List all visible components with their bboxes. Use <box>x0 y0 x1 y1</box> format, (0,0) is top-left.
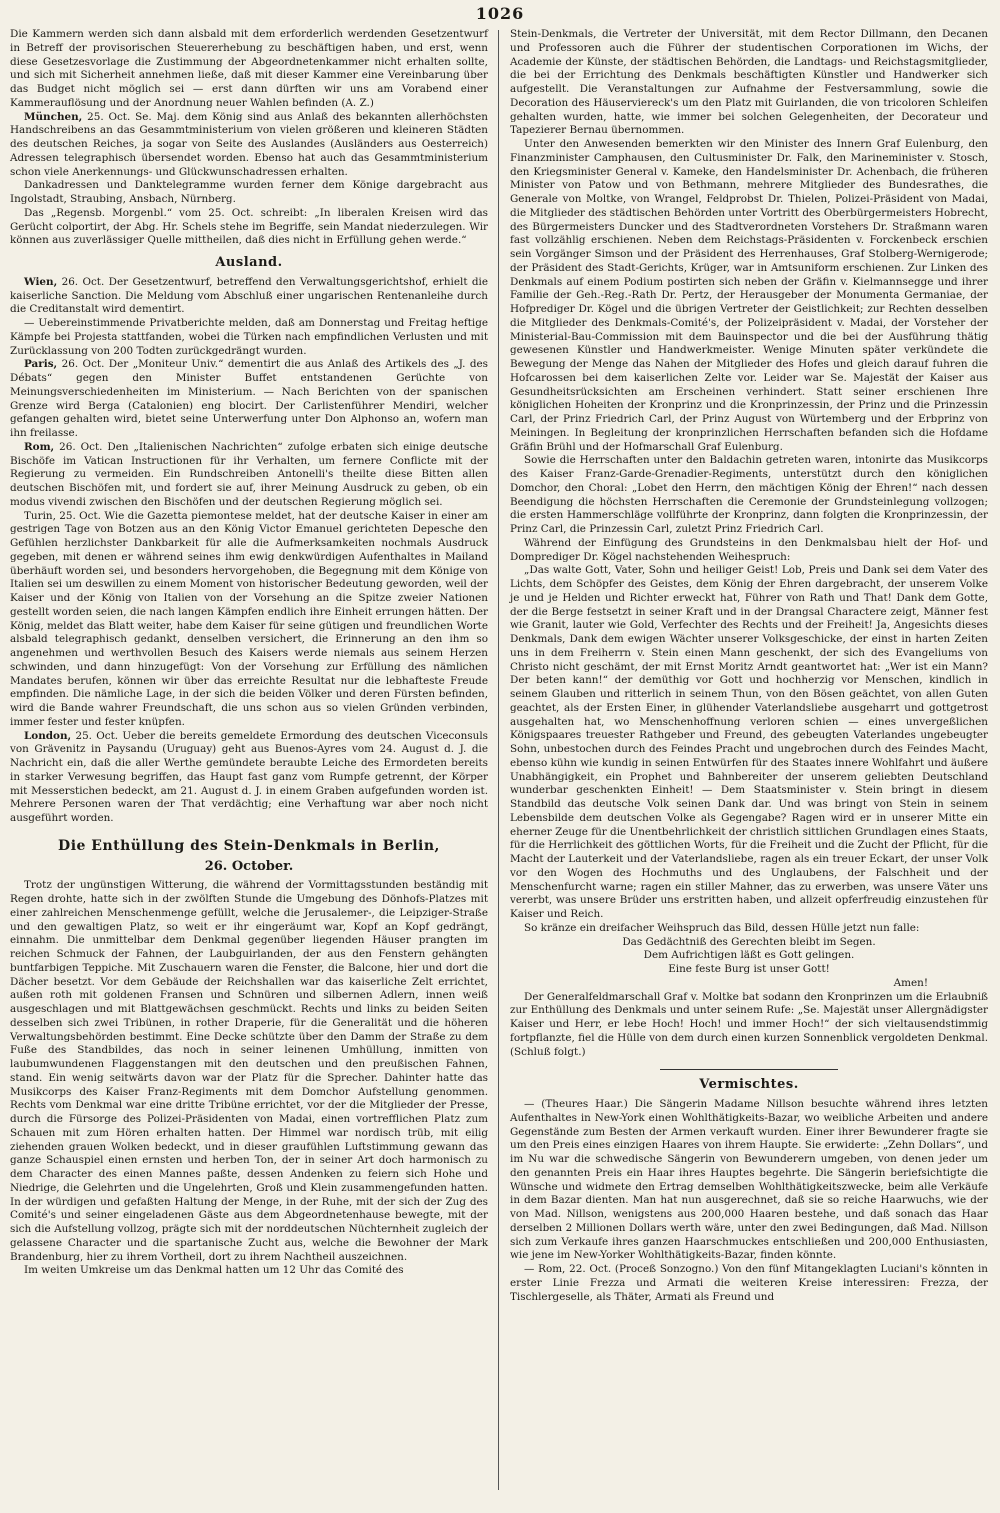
news-item-london <box>10 730 488 826</box>
section-divider <box>660 1069 838 1070</box>
verse-line: Dem Aufrichtigen läßt es Gott gelingen. <box>643 949 855 962</box>
article-paragraph: Dankadressen und Danktelegramme wurden ferner dem Könige dargebracht aus Ingolstadt, Straubing, Ansbach, Nürnberg. <box>10 179 488 205</box>
article-paragraph: Stein-Denkmals, die Vertreter der Universität, mit dem Rector Dillmann, den Decanen und Professoren auch die Führer der studentischen Corporationen im Wichs, der Academie der Künste, der städtischen Behörden, die Landtags- und Reichstagsmitglieder, die bei der Errichtung des Denkmals beschäftigten Künstler und Handwerker sich aufgestellt. Die Veranstaltungen zur Aufnahme der Festversammlung, sowie die Decoration des Häuserviereck's um den Platz mit Guirlanden, die von tricoloren Schleifen gehalten wurden, hatte, wie immer bei solchen Gelegenheiten, der Decorateur und Tapezierer Bernau übernommen. <box>510 28 988 137</box>
dateline-place: Rom, <box>24 440 55 453</box>
verse-amen: Amen! <box>893 976 928 989</box>
article-paragraph: Während der Einfügung des Grundsteins in den Denkmalsbau hielt der Hof- und Domprediger Dr. Kögel nachstehenden Weihespruch: <box>510 536 988 563</box>
article-paragraph: Trotz der ungünstigen Witterung, die während der Vormittagsstunden beständig mit Regen drohte, hatte sich in der zwölften Stunde die Umgebung des Dönhofs-Platzes mit einer zahlreichen Menschenmenge gefüllt, welche die Jerusalemer-, die Leipziger-Straße und den gewaltigen Platz, so weit er ihr eingeräumt war, Kopf an Kopf gedrängt, einnahm. Die unmittelbar dem Denkmal gegenüber liegenden Häuser prangten im reichen Schmuck der Fahnen, der Laubguirlanden, der aus den Fenstern gehängten buntfarbigen Teppiche. Mit Zuschauern waren die Fenster, die Balcone, hier und dort die Dächer besetzt. Vor dem Gebäude der Reichshallen war das kaiserliche Zelt errichtet, außen roth mit goldenen Fransen und Schnüren und silbernen Adlern, innen weiß ausgeschlagen und mit Blattgewächsen geschmückt. Rechts und links zu beiden Seiten desselben sich zwei Tribünen, in rother Draperie, für die Generalität und die höheren Verwaltungsbehörden bestimmt. Eine Decke schützte über den Damm der Straße zu dem Fuße des Standbildes, das noch in seiner leinenen Umhüllung, inmitten von laubumwundenen Flaggenstangen mit den deutschen und den preußischen Fahnen, stand. Ein wenig seitwärts davon war der Platz für die Sprecher. Dahinter hatte das Musikcorps des Kaiser Franz-Regiments mit dem Domchor Aufstellung genommen. Rechts vom Denkmal war eine dritte Tribüne errichtet, vor der die Mitglieder der Presse, durch die Fürsorge des Polizei-Präsidenten von Madai, einen vortrefflichen Platz zum Schauen mit zum Hören erhalten hatten. Der Himmel war nordisch trüb, mit eilig ziehenden grauen Wolken bedeckt, und in dieser graufühlen Luftstimmung gewann das ganze Schauspiel einen ernsten und herben Ton, der in seiner Art doch harmonisch zu dem Character des einen Mannes paßte, dessen Andenken zu feiern sich Hohe und Niedrige, die Gelehrten und die Ungelehrten, Groß und Klein zusammengefunden hatten. In der würdigen und gefaßten Haltung der Menge, in der Ruhe, mit der sich der Zug des Comité's und seiner eingeladenen Gäste aus dem Abgeordnetenhause bewegte, mit der sich die Aufstellung vollzog, prägte sich mit der norddeutschen Nüchternheit zugleich der gelassene Character und die spartanische Zucht aus, welche die Bewohner der Mark Brandenburg, hier zu ihrem Vortheil, dort zu ihrem Nachtheil auszeichnen. <box>10 879 488 1263</box>
page-number: 1026 <box>475 4 525 23</box>
news-item-muenchen <box>10 111 488 180</box>
article-paragraph: Die Kammern werden sich dann alsbald mit dem erforderlich werdenden Gesetzentwurf in Betreff der provisorischen Steuererhebung zu beschäftigen haben, und erst, wenn diese Gesetzesvorlage die Zustimmung der Abgeordnetenkammer nicht erhalten sollte, und sich mit Sicherheit annehmen ließe, daß mit dieser Kammer eine Vereinbarung über das Budget nicht möglich sei — erst dann dürften wir uns am Vorabend einer Kammerauflösung und der Anordnung neuer Wahlen befinden (A. Z.) <box>10 28 488 109</box>
news-item-paris <box>10 358 488 441</box>
article-headline-date: 26. October. <box>204 858 294 874</box>
news-text: 25. Oct. Ueber die bereits gemeldete Ermordung des deutschen Viceconsuls von Grävenitz in Paysandu (Uruguay) geht aus Buenos-Ayres vom 24. August d. J. die Nachricht ein, daß die aller Werthe gemündete beraubte Leiche des Ermordeten bereits in starker Verwesung begriffen, das Haupt fast ganz vom Rumpfe getrennt, der Körper mit Messerstichen bedeckt, am 21. August d. J. in einem Graben aufgefunden worden ist. Mehrere Personen waren der That verdächtig; eine Verhaftung war aber noch nicht ausgeführt worden. <box>10 729 488 824</box>
news-item-wien <box>10 276 488 317</box>
article-headline-stein: Die Enthüllung des Stein-Denkmals in Berlin, <box>58 837 440 854</box>
dateline-place: London, <box>24 729 72 742</box>
article-paragraph: — Uebereinstimmende Privatberichte melden, daß am Donnerstag und Freitag heftige Kämpfe bei Projesta stattfanden, wobei die Türken nach empfindlichen Verlusten und mit Zurücklassung von 200 Todten zurückgedrängt wurden. <box>10 317 488 357</box>
article-paragraph: Das „Regensb. Morgenbl.“ vom 25. Oct. schreibt: „In liberalen Kreisen wird das Gerücht colportirt, der Abg. Hr. Schels stehe im Begriffe, sein Mandat niederzulegen. Wir können aus zuverlässiger Quelle mittheilen, daß dies nicht in Erfüllung gehen werde.“ <box>10 206 488 247</box>
sermon-text: „Das walte Gott, Vater, Sohn und heiliger Geist! Lob, Preis und Dank sei dem Vater des Lichts, dem Schöpfer des Geistes, dem König der Ehren dargebracht, der unserem Volke je und je Helden und Richter erweckt hat, Führer von Rath und That! Dank dem Gotte, der die Berge festsetzt in seiner Kraft und in der Drangsal Charactere zeigt, Männer fest wie Granit, lauter wie Gold, Verfechter des Rechts und der Freiheit! Ja, Angesichts dieses Denkmals, Dank dem ewigen Wächter unserer Volksgeschicke, der einst in harten Zeiten uns in dem Freiherrn v. Stein einen Mann geschenkt, der sich des Evangeliums von Christo nicht geschämt, der mit Ernst Moritz Arndt geantwortet hat: „Wer ist ein Mann? Der beten kann!“ der demüthig vor Gott und hochherzig vor Menschen, kindlich in seinem Glauben und ritterlich in seinem Thun, von den Bösen geächtet, von allen Guten geachtet, als der Ersten Einer, in glühender Vaterlandsliebe ausgeharrt und gottgetrost ausgehalten hat, wo Menschenhoffnung verloren schien — eines unvergeßlichen Königspaares treuester Rathgeber und Freund, des gebeugten Vaterlandes ungebeugter Sohn, unbestochen durch des Feindes Pracht und ungebrochen durch des Feindes Macht, ebenso kühn wie kundig in seinen Entwürfen für des Staates innere Wohlfahrt und äußere Unabhängigkeit, ein Prophet und Bahnbereiter der unserem geliebten Deutschland wunderbar geschenkten Einheit! — Dem Staatsminister v. Stein bringt in diesem Standbild das deutsche Volk seinen Dank dar. Und was bringt von Stein in seinem Lebensbilde dem deutschen Volke als Gegengabe? Ragen wird er in unserer Mitte ein eherner Zeuge für die Unentbehrlichkeit der christlich sittlichen Grundlagen eines Staats, für die Herrlichkeit des göttlichen Worts, für die Freiheit und die Zucht der Pflicht, für die Macht der Lauterkeit und der Vaterlandsliebe, ragen als ein treuer Eckart, der unser Volk vor den Wogen des Hochmuths und des Unglaubens, der Falschheit und der Menschenfurcht warne; ragen ein stiller Mahner, das zu erwerben, was unsere Väter uns vererbt, was unsere Brüder uns erstritten haben, und allzeit opferfreudig einzustehen für Kaiser und Reich. <box>510 564 989 920</box>
article-paragraph: So kränze ein dreifacher Weihspruch das Bild, dessen Hülle jetzt nun falle: <box>524 921 920 934</box>
verse-line: Das Gedächtniß des Gerechten bleibt im Segen. <box>622 935 876 948</box>
article-paragraph: Turin, 25. Oct. Wie die Gazetta piemontese meldet, hat der deutsche Kaiser in einer am gestrigen Tage von Botzen aus an den König Victor Emanuel gerichteten Depesche den Gefühlen herzlichster Dankbarkeit für alle die Aufmerksamkeiten nochmals Ausdruck gegeben, mit denen er während seines ihm ewig denkwürdigen Aufenthaltes in Mailand überhäuft worden sei, und besonders hervorgehoben, die Begegnung mit dem Könige von Italien sei um deswillen zu einem Moment von historischer Bedeutung geworden, weil der Kaiser und der König von Italien von der Vorsehung an die Spitze zweier Nationen gestellt worden seien, die nach langen Kämpfen endlich ihre Einheit errungen hätten. Der König, meldet das Blatt weiter, habe dem Kaiser für seine gütigen und freundlichen Worte alsbald telegraphisch gedankt, denselben versichert, die Erinnerung an den ihm so angenehmen und werthvollen Besuch des Kaisers werde niemals aus seinem Herzen schwinden, und dann hinzugefügt: Von der Vorsehung zur Erfüllung des nämlichen Mandates berufen, können wir über das erreichte Resultat nur die lebhafteste Freude empfinden. Die nämliche Lage, in der sich die beiden Völker und deren Fürsten befinden, wird die Bande wahrer Freundschaft, die uns schon aus so vielen Gründen verbinden, immer fester und fester knüpfen. <box>10 509 488 728</box>
left-column <box>10 28 488 1278</box>
article-paragraph: — Rom, 22. Oct. (Proceß Sonzogno.) Von den fünf Mitangeklagten Luciani's könnten in erster Linie Frezza und Armati die weiteren Kreise interessiren: Frezza, der Tischlergeselle, als Thäter, Armati als Freund und <box>510 1263 988 1303</box>
news-item-rom <box>10 441 488 510</box>
dateline-place: München, <box>24 110 83 123</box>
article-paragraph: Der Generalfeldmarschall Graf v. Moltke bat sodann den Kronprinzen um die Erlaubniß zur Enthüllung des Denkmals und unter seinem Rufe: „Se. Majestät unser Allergnädigster Kaiser und Herr, er lebe Hoch! Hoch! und immer Hoch!“ der sich vieltausendstimmig fortpflanzte, fiel die Hülle von dem durch einen kurzen Sonnenblick vergoldeten Denkmal. (Schluß folgt.) <box>510 990 988 1058</box>
dateline-place: Paris, <box>24 358 58 371</box>
right-column <box>510 28 988 1304</box>
article-paragraph: Sowie die Herrschaften unter den Baldachin getreten waren, intonirte das Musikcorps des Kaiser Franz-Garde-Grenadier-Regiments, unterstützt durch den königlichen Domchor, den Choral: „Lobet den Herrn, den mächtigen König der Ehren!“ nach dessen Beendigung die höchsten Herrschaften die Ceremonie der Grundsteinlegung vollzogen; die ersten Hammerschläge vollführte der Kronprinz, dann folgten die Kronprinzessin, der Prinz Carl, die Prinzessin Carl, zuletzt Prinz Friedrich Carl. <box>510 454 988 535</box>
article-paragraph: Im weiten Umkreise um das Denkmal hatten um 12 Uhr das Comité des <box>24 1264 404 1277</box>
dateline-place: Wien, <box>24 275 58 288</box>
column-divider <box>498 30 499 1490</box>
article-paragraph: Unter den Anwesenden bemerkten wir den Minister des Innern Graf Eulenburg, den Finanzminister Camphausen, den Cultusminister Dr. Falk, den Marineminister v. Stosch, den Kriegsminister General v. Kameke, den Handelsminister Dr. Achenbach, die früheren Minister von Patow und von Bethmann, mehrere Mitglieder des Bundesrathes, die Generale von Moltke, von Wrangel, Feldprobst Dr. Thielen, Polizei-Präsident von Madai, die Mitglieder des städtischen Behörden unter Vortritt des Oberbürgermeisters Hobrecht, des Bürgermeisters Duncker und des Stadtverordneten Vorstehers Dr. Straßmann waren fast vollzählig erschienen. Neben dem Reichstags-Präsidenten v. Forckenbeck erschien sein Vorgänger Simson und der Präsident des Herrenhauses, Graf Stolberg-Wernigerode; der Präsident des Stadt-Gerichts, Krüger, war in Amtsuniform erschienen. Zur Linken des Denkmals auf einem Podium postirten sich neben der Gräfin v. Kielmannsegge und ihrer Familie der Geh.-Reg.-Rath Dr. Pertz, der Herausgeber der Monumenta Germaniae, der Hofprediger Dr. Kögel und die übrigen Vertreter der Geistlichkeit; zur Rechten desselben die Mitglieder des Denkmals-Comité's, der Polizeipräsident v. Madai, der Vorsteher der Ministerial-Bau-Commission mit dem Bauinspector und die bei der Ausführung thätig gewesenen Künstler und Handwerkmeister. Wenige Minuten später verkündete die Bewegung der Menge das Nahen der Mitglieder des Hofes und gleich darauf fuhren die Hofcarossen bei dem kaiserlichen Zelte vor. Leider war Se. Majestät der Kaiser aus Gesundheitsrücksichten am Erscheinen verhindert. Statt seiner erschienen Ihre königlichen Hoheiten der Kronprinz und die Kronprinzessin, der Prinz und die Prinzessin Carl, der Prinz Friedrich Carl, der Prinz August von Würtemberg und der Erbprinz von Meiningen. In Begleitung der kronprinzlichen Herrschaften befanden sich die Hofdame Gräfin Brühl und der Hofmarschall Graf Eulenburg. <box>510 138 988 453</box>
verse-line: Eine feste Burg ist unser Gott! <box>668 963 830 975</box>
section-heading-ausland: Ausland. <box>215 255 283 270</box>
article-paragraph: — (Theures Haar.) Die Sängerin Madame Nillson besuchte während ihres letzten Aufenthaltes in New-York einen Wohlthätigkeits-Bazar, wo weibliche Arbeiten und andere Gegenstände zum Besten der Armen verkauft wurden. Einer ihrer Bewunderer fragte sie um den Preis eines einzigen Haares von ihrem Haupte. Sie erwiderte: „Zehn Dollars“, und im Nu war die schwedische Sängerin von Bewunderern umgeben, von denen jeder um den genannten Preis ein Haar ihres Hauptes begehrte. Die Sängerin beriefsichtigte die Wünsche und widmete den Ertrag demselben Wohlthätigkeitszwecke, beim alle Verkäufe in dem Bazar dienten. Man hat nun ausgerechnet, daß sie so reiche Haarwuchs, wie der von Mad. Nillson, wenigstens aus 200,000 Haaren bestehe, und daß sonach das Haar derselben 2 Millionen Dollars werth wäre, unter den zwei Bedingungen, daß Mad. Nillson sich zum Verkaufe ihres ganzen Haarschmuckes entschließen und 200,000 Enthusiasten, wie jene im New-Yorker Wohlthätigkeits-Bazar, finden könnte. <box>510 1098 988 1262</box>
news-text: 26. Oct. Den „Italienischen Nachrichten“ zufolge erbaten sich einige deutsche Bischöfe im Vatican Instructionen für ihr Verhalten, um fernere Conflicte mit der Regierung zu vermeiden. Ein Rundschreiben Antonelli's theilte diese Bitten allen deutschen Bischöfen mit, und fordert sie auf, ihrer Meinung Ausdruck zu geben, ob ein modus vivendi zwischen den Bischöfen und der deutschen Regierung möglich sei. <box>10 440 488 508</box>
news-text: 26. Oct. Der Gesetzentwurf, betreffend den Verwaltungsgerichtshof, erhielt die kaiserliche Sanction. Die Meldung vom Abschluß einer ungarischen Rentenanleihe durch die Creditanstalt wird dementirt. <box>10 275 488 316</box>
news-text: 25. Oct. Se. Maj. dem König sind aus Anlaß des bekannten allerhöchsten Handschreibens an das Gesammtministerium von vielen größeren und kleineren Städten des deutschen Reiches, ja sogar von Seite des Auslandes (Ausländers aus Oesterreich) Adressen telegraphisch übersendet worden. Ebenso hat auch das Gesammtministerium schon viele Anerkennungs- und Glückwunschadressen erhalten. <box>10 110 488 178</box>
news-text: 26. Oct. Der „Moniteur Univ.“ dementirt die aus Anlaß des Artikels des „J. des Débats“ gegen den Minister Buffet entstandenen Gerüchte von Meinungsverschiedenheiten im Ministerium. — Nach Berichten von der spanischen Grenze wird Berga (Catalonien) eng blocirt. Der Carlistenführer Mendiri, welcher gefangen gehalten wird, bietet seine Unterwerfung unter Don Alphonso an, wofern man ihn freilasse. <box>10 358 488 439</box>
section-heading-vermischtes: Vermischtes. <box>699 1077 799 1093</box>
